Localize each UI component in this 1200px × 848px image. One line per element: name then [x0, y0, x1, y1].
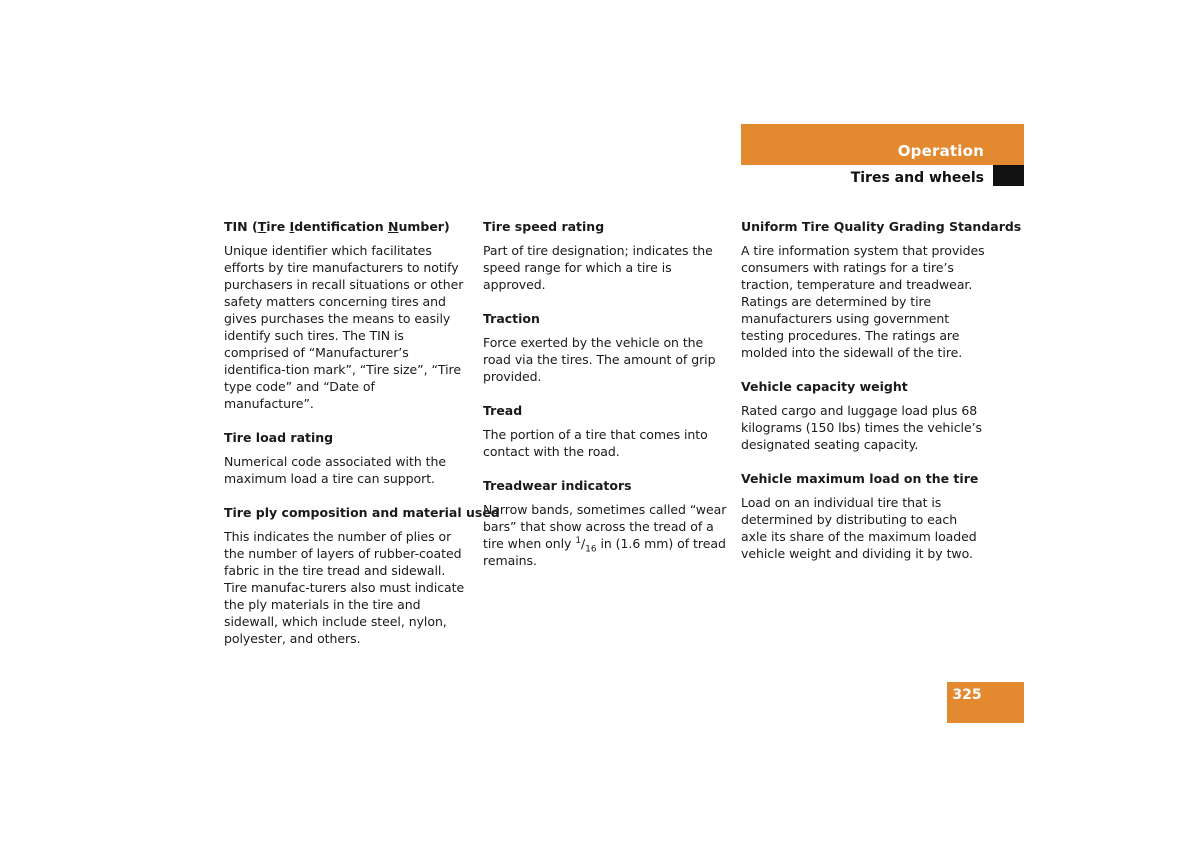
text-tread: The portion of a tire that comes into contact with the road. — [483, 427, 708, 459]
text-treadwear-indicators: Narrow bands, sometimes called “wear bars” that show across the tread of a tire when only $^1/_{16}$ in (1.6 mm) of tread remains. — [483, 502, 727, 568]
heading-traction: Traction — [483, 311, 540, 326]
column-3 — [741, 218, 1022, 579]
subsection-marker — [993, 165, 1024, 186]
text-tire-load-rating: Numerical code associated with the maximum load a tire can support. — [224, 454, 446, 486]
text-tire-ply-composition: This indicates the number of plies or the number of layers of rubber-coated fabric in the tire tread and sidewall. Tire manufac-turers also must indicate the ply materials in the tire and sidewall, which include steel, nylon, polyester, and others. — [224, 529, 465, 646]
text-traction: Force exerted by the vehicle on the road via the tires. The amount of grip provided. — [483, 335, 716, 384]
heading-tire-speed-rating: Tire speed rating — [483, 219, 605, 234]
heading-vehicle-max-load: Vehicle maximum load on the tire — [741, 471, 979, 486]
text-utqgs: A tire information system that provides consumers with ratings for a tire’s traction, temperature and treadwear. Ratings are determined by tire manufacturers using government testing procedures. The ratings are molded into the sidewall of the tire. — [741, 243, 985, 360]
column-1 — [224, 218, 500, 664]
heading-treadwear-indicators: Treadwear indicators — [483, 478, 632, 493]
text-tin: Unique identifier which facilitates efforts by tire manufacturers to notify purchasers in recall situations or other safety matters concerning tires and gives purchases the means to easily identify such tires. The TIN is comprised of “Manufacturer’s identifica-tion mark”, “Tire size”, “Tire type code” and “Date of manufacture”. — [224, 243, 464, 411]
page-number: 325 — [952, 687, 982, 703]
section-title: Operation — [897, 142, 984, 160]
column-2 — [483, 218, 727, 586]
heading-vehicle-capacity-weight: Vehicle capacity weight — [741, 379, 908, 394]
heading-tire-load-rating: Tire load rating — [224, 430, 334, 445]
heading-tread: Tread — [483, 403, 523, 418]
text-vehicle-max-load: Load on an individual tire that is determined by distributing to each axle its share of the maximum loaded vehicle weight and dividing it by two. — [741, 495, 977, 561]
heading-utqgs: Uniform Tire Quality Grading Standards — [741, 219, 1022, 234]
heading-tin: TIN (Tire Identification Number) — [224, 219, 450, 234]
text-vehicle-capacity-weight: Rated cargo and luggage load plus 68 kilograms (150 lbs) times the vehicle’s designated seating capacity. — [741, 403, 982, 452]
heading-tire-ply-composition: Tire ply composition and material used — [224, 505, 500, 520]
text-tire-speed-rating: Part of tire designation; indicates the speed range for which a tire is approved. — [483, 243, 713, 292]
subsection-title: Tires and wheels — [850, 170, 984, 186]
